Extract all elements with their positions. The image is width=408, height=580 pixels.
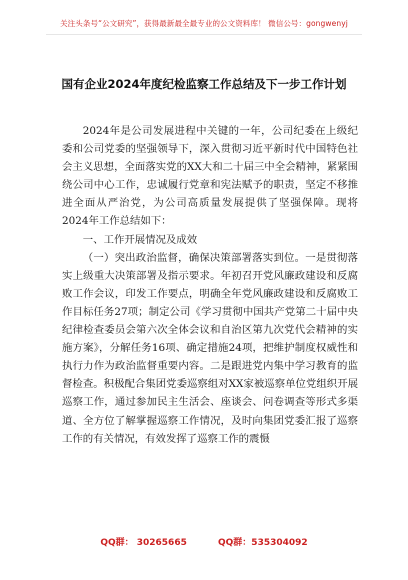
header-divider xyxy=(46,34,362,35)
document-body xyxy=(62,122,358,448)
body-paragraph: （一）突出政治监督，确保决策部署落实到位。一是贯彻落实上级重大决策部署及指示要求。年初召开党风廉政建设和反腐败工作会议，印发工作要点，明确全年党风廉政建设和反腐败工作目标任务27项；制定公司《学习贯彻中国共产党第二十届中央纪律检查委员会第六次全体会议和自治区第九次党代会精神的实施方案》，分解任务16项、确定措施24项，把维护制度权威性和执行力作为政治监督重要内容。二是跟进党内集中学习教育的监督检查。积极配合集团党委巡察组对XX家被巡察单位党组织开展巡察工作，通过参加民主生活会、座谈会、问卷调查等形式多渠道、全方位了解掌握巡察工作情况，及时向集团党委汇报了巡察工作的有关情况，有效发挥了巡察工作的震慑 xyxy=(62,251,358,445)
section-heading: 一、工作开展情况及成效 xyxy=(82,233,198,246)
intro-paragraph: 2024年是公司发展进程中关键的一年，公司纪委在上级纪委和公司党委的坚强领导下，深入贯彻习近平新时代中国特色社会主义思想，全面落实党的XX大和二十届三中全会精神，紧紧围绕公司中心工作，忠诚履行党章和宪法赋予的职责，坚定不移推进全面从严治党，为公司高质量发展提供了坚强保障。现将2024年工作总结如下： xyxy=(62,125,358,228)
footer-qq-group-1: QQ群： 30265665 xyxy=(100,538,187,548)
footer-qq-group-2: QQ群：535304092 xyxy=(218,538,308,548)
document-title: 国有企业2024年度纪检监察工作总结及下一步工作计划 xyxy=(61,77,347,91)
header-notice: 关注头条号“公文研究”，获得最新最全最专业的公文资料库！ 微信公号：gongwenyj xyxy=(60,19,348,28)
footer-contacts xyxy=(0,535,408,548)
